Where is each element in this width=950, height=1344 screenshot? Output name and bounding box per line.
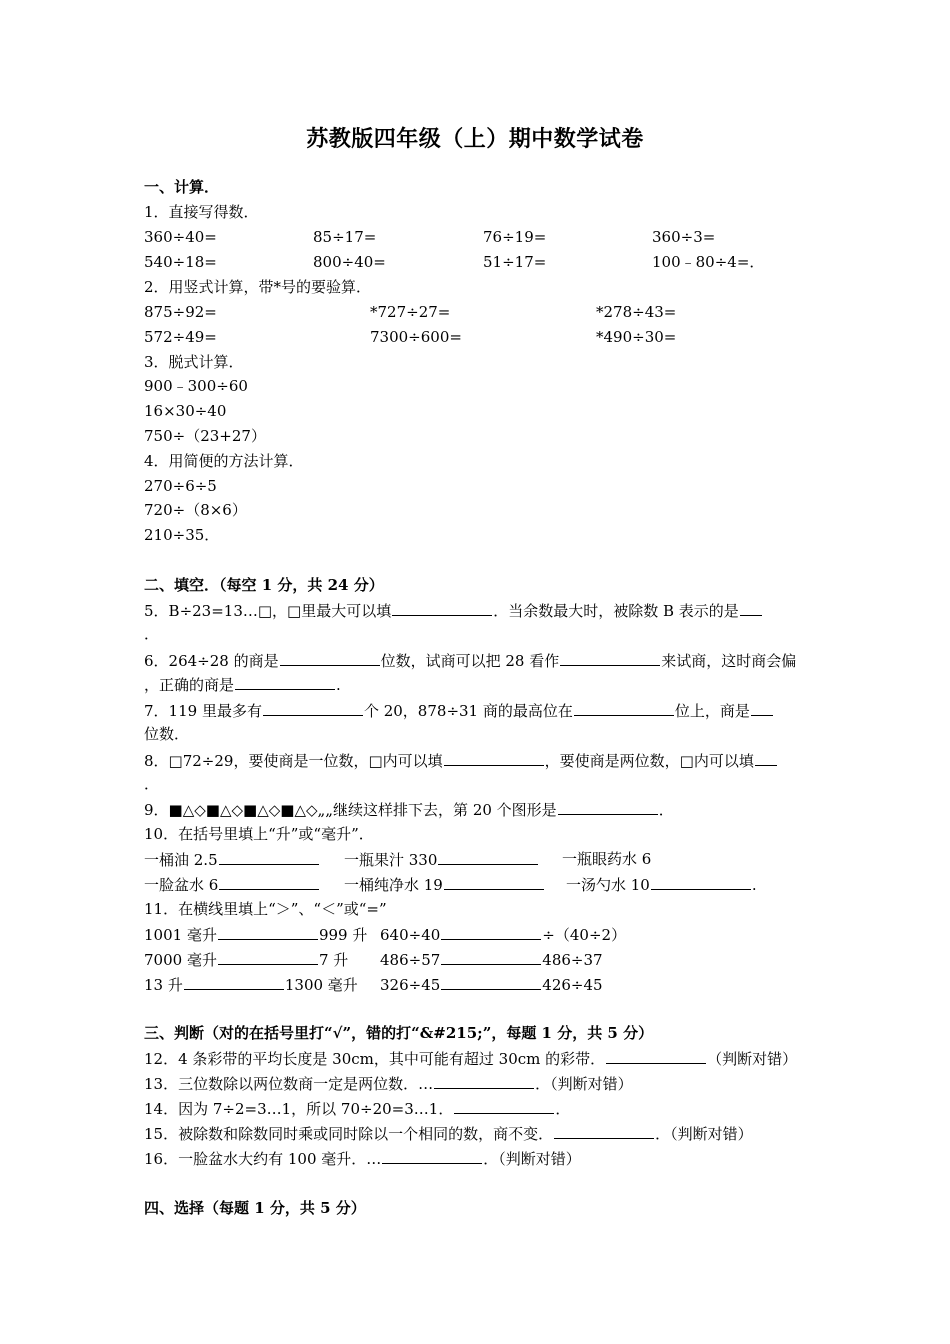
q2-item: *278÷43=	[596, 303, 677, 321]
answer-blank[interactable]	[651, 874, 751, 890]
q7-text: 个 20，878÷31 商的最高位在	[363, 702, 573, 720]
q10-label: 10．在括号里填上“升”或“毫升”．	[144, 825, 374, 843]
q14-text: 14．因为 7÷2=3…1，所以 70÷20=3…1．	[144, 1100, 454, 1118]
section-4-heading: 四、选择（每题 1 分，共 5 分）	[144, 1199, 366, 1217]
answer-blank[interactable]	[560, 650, 660, 666]
q7-tail: 位数．	[144, 725, 190, 743]
q12	[144, 1048, 797, 1069]
q1-label: 1．直接写得数．	[144, 203, 259, 221]
q3-label: 3．脱式计算．	[144, 353, 244, 371]
q10-item	[344, 874, 545, 895]
q6-cont	[144, 674, 341, 695]
q9-text: 9．■△◇■△◇■△◇■△◇„„继续这样排下去，第 20 个图形是	[144, 801, 557, 819]
q7	[144, 700, 774, 721]
q4-item: 720÷（8×6）	[144, 501, 247, 519]
q1-item: 51÷17=	[483, 253, 547, 271]
answer-blank[interactable]	[434, 1073, 534, 1089]
answer-blank[interactable]	[382, 1148, 482, 1164]
answer-blank[interactable]	[740, 600, 762, 616]
q7-text: 位上，商是	[674, 702, 750, 720]
q1-item: 800÷40=	[313, 253, 386, 271]
q11-text: 1300 毫升	[284, 976, 358, 994]
q1-item: 360÷3=	[652, 228, 716, 246]
q1-item: 85÷17=	[313, 228, 377, 246]
q2-item: *490÷30=	[596, 328, 677, 346]
q4-item: 210÷35．	[144, 526, 220, 544]
q6-text: 来试商，这时商会偏	[661, 652, 797, 670]
q4-item: 270÷6÷5	[144, 477, 217, 495]
q11-item	[144, 924, 367, 945]
q13-text: ．（判断对错）	[535, 1075, 633, 1093]
section-3-heading: 三、判断（对的在括号里打“√”，错的打“&#215;”，每题 1 分，共 5 分）	[144, 1024, 654, 1042]
q11-label: 11．在横线里填上“＞”、“＜”或“=”	[144, 900, 387, 918]
answer-blank[interactable]	[606, 1048, 706, 1064]
q14	[144, 1098, 570, 1119]
q2-label: 2．用竖式计算，带*号的要验算．	[144, 278, 372, 296]
answer-blank[interactable]	[444, 874, 544, 890]
q6-text: 位数，试商可以把 28 看作	[380, 652, 560, 670]
q4-label: 4．用简便的方法计算．	[144, 452, 304, 470]
answer-blank[interactable]	[263, 700, 363, 716]
q9-text: ．	[658, 801, 674, 819]
section-1-heading: 一、计算．	[144, 178, 220, 196]
q3-item: 900﹣300÷60	[144, 377, 248, 395]
q12-text: （判断对错）	[707, 1050, 798, 1068]
q1-item: 100﹣80÷4=．	[652, 253, 765, 271]
answer-blank[interactable]	[751, 700, 773, 716]
q11-text: 640÷40	[380, 926, 441, 944]
answer-blank[interactable]	[184, 974, 284, 990]
q15	[144, 1123, 753, 1144]
q6-text: 6．264÷28 的商是	[144, 652, 279, 670]
answer-blank[interactable]	[454, 1098, 554, 1114]
q10-text: .	[751, 876, 757, 894]
answer-blank[interactable]	[218, 949, 318, 965]
q16	[144, 1148, 581, 1169]
q5-text: ．当余数最大时，被除数 B 表示的是	[493, 602, 739, 620]
q6-text: .	[336, 676, 341, 694]
q13	[144, 1073, 633, 1094]
q12-text: 12．4 条彩带的平均长度是 30cm，其中可能有超过 30cm 的彩带．	[144, 1050, 606, 1068]
answer-blank[interactable]	[441, 974, 541, 990]
q10-text: 一汤勺水 10	[566, 876, 650, 894]
q1-item: 360÷40=	[144, 228, 217, 246]
q11-item	[380, 974, 603, 995]
q15-text: ．（判断对错）	[655, 1125, 753, 1143]
q6-text: ，正确的商是	[144, 676, 235, 694]
answer-blank[interactable]	[438, 849, 538, 865]
q10-text: 一瓶果汁 330	[344, 851, 438, 869]
q6	[144, 650, 796, 671]
q11-text: 999 升	[318, 926, 368, 944]
q10-item	[144, 874, 320, 895]
q15-text: 15．被除数和除数同时乘或同时除以一个相同的数，商不变．	[144, 1125, 554, 1143]
q11-text: 1001 毫升	[144, 926, 217, 944]
q3-item: 750÷（23+27）	[144, 427, 266, 445]
q11-text: 7 升	[318, 951, 349, 969]
q10-item	[144, 849, 320, 870]
answer-blank[interactable]	[554, 1123, 654, 1139]
answer-blank[interactable]	[218, 924, 318, 940]
q10-text: 一桶纯净水 19	[344, 876, 443, 894]
answer-blank[interactable]	[755, 750, 777, 766]
q11-text: 486÷37	[542, 951, 603, 969]
q2-item: *727÷27=	[370, 303, 451, 321]
q11-item	[144, 974, 358, 995]
answer-blank[interactable]	[441, 924, 541, 940]
q11-text: 13 升	[144, 976, 183, 994]
q10-item	[344, 849, 539, 870]
q11-text: ÷（40÷2）	[542, 926, 627, 944]
q8-tail: ．	[144, 775, 160, 793]
page-title: 苏教版四年级（上）期中数学试卷	[306, 126, 644, 152]
q11-text: 486÷57	[380, 951, 441, 969]
q10-text: 一桶油 2.5	[144, 851, 218, 869]
q8-text: 8．□72÷29，要使商是一位数，□内可以填	[144, 752, 443, 770]
q2-item: 7300÷600=	[370, 328, 462, 346]
q14-text: ．	[555, 1100, 571, 1118]
q2-item: 875÷92=	[144, 303, 217, 321]
q8	[144, 750, 778, 771]
q10-text: 一脸盆水 6	[144, 876, 219, 894]
q5-tail: ．	[144, 625, 160, 643]
q16-text: ．（判断对错）	[483, 1150, 581, 1168]
q11-text: 426÷45	[542, 976, 603, 994]
q11-item	[380, 924, 626, 945]
q3-item: 16×30÷40	[144, 402, 227, 420]
q1-item: 76÷19=	[483, 228, 547, 246]
q11-item	[144, 949, 348, 970]
q5-text: 5．B÷23=13…□，□里最大可以填	[144, 602, 392, 620]
q11-text: 326÷45	[380, 976, 441, 994]
answer-blank[interactable]	[574, 700, 674, 716]
q16-text: 16．一脸盆水大约有 100 毫升．…	[144, 1150, 382, 1168]
q10-item	[566, 874, 757, 895]
answer-blank[interactable]	[219, 849, 319, 865]
answer-blank[interactable]	[392, 600, 492, 616]
answer-blank[interactable]	[444, 750, 544, 766]
q10-item: 一瓶眼药水 6	[562, 850, 652, 868]
q11-item	[380, 949, 603, 970]
q1-item: 540÷18=	[144, 253, 217, 271]
q9	[144, 799, 674, 820]
answer-blank[interactable]	[558, 799, 658, 815]
q5	[144, 600, 763, 621]
q7-text: 7．119 里最多有	[144, 702, 262, 720]
q13-text: 13．三位数除以两位数商一定是两位数．…	[144, 1075, 434, 1093]
q2-item: 572÷49=	[144, 328, 217, 346]
q8-text: ，要使商是两位数，□内可以填	[544, 752, 754, 770]
answer-blank[interactable]	[235, 674, 335, 690]
answer-blank[interactable]	[441, 949, 541, 965]
section-2-heading: 二、填空．（每空 1 分，共 24 分）	[144, 576, 384, 594]
answer-blank[interactable]	[280, 650, 380, 666]
q11-text: 7000 毫升	[144, 951, 217, 969]
answer-blank[interactable]	[219, 874, 319, 890]
